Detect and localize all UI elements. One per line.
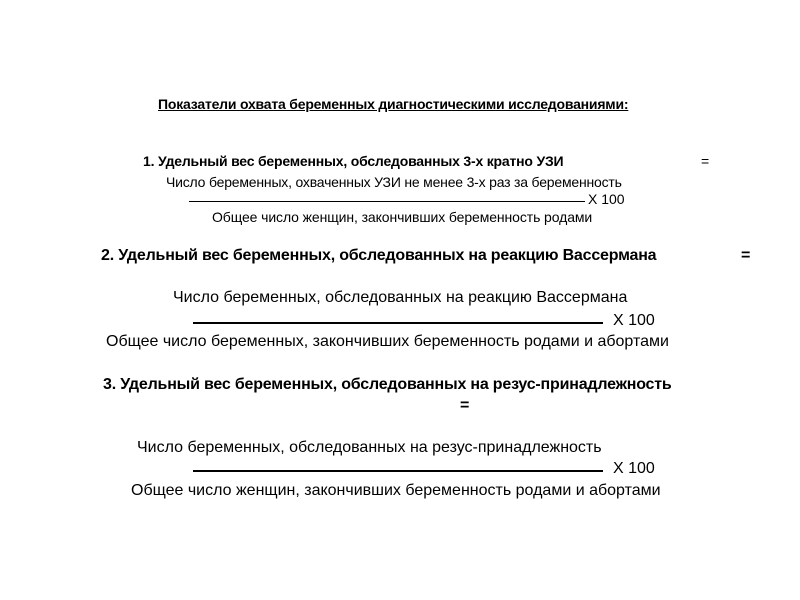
section-3-multiplier: Х 100 bbox=[613, 460, 655, 477]
section-3-numerator: Число беременных, обследованных на резус-принадлежность bbox=[137, 439, 602, 456]
section-2-equals-sign: = bbox=[741, 247, 751, 264]
section-3-denominator: Общее число женщин, закончивших беременность родами и абортами bbox=[131, 482, 661, 499]
section-1-heading: 1. Удельный вес беременных, обследованных 3-х кратно УЗИ bbox=[143, 153, 564, 169]
section-1-numerator: Число беременных, охваченных УЗИ не менее 3-х раз за беременность bbox=[166, 174, 622, 190]
section-2-denominator: Общее число беременных, закончивших беременность родами и абортами bbox=[106, 333, 669, 350]
section-2-numerator: Число беременных, обследованных на реакцию Вассермана bbox=[173, 289, 628, 306]
section-3-fraction-line bbox=[193, 470, 603, 472]
section-1-multiplier: Х 100 bbox=[588, 191, 625, 207]
section-2-fraction-line bbox=[193, 322, 603, 324]
section-3-heading: 3. Удельный вес беременных, обследованных на резус-принадлежность bbox=[103, 376, 672, 393]
section-2-heading: 2. Удельный вес беременных, обследованных на реакцию Вассермана bbox=[101, 247, 657, 264]
section-2-multiplier: Х 100 bbox=[613, 312, 655, 329]
section-1-fraction-line bbox=[189, 201, 585, 202]
section-1-denominator: Общее число женщин, закончивших беременность родами bbox=[212, 209, 593, 225]
page-title: Показатели охвата беременных диагностическими исследованиями: bbox=[158, 96, 629, 112]
section-3-equals-sign: = bbox=[460, 397, 470, 414]
section-1-equals-sign: = bbox=[701, 153, 710, 169]
